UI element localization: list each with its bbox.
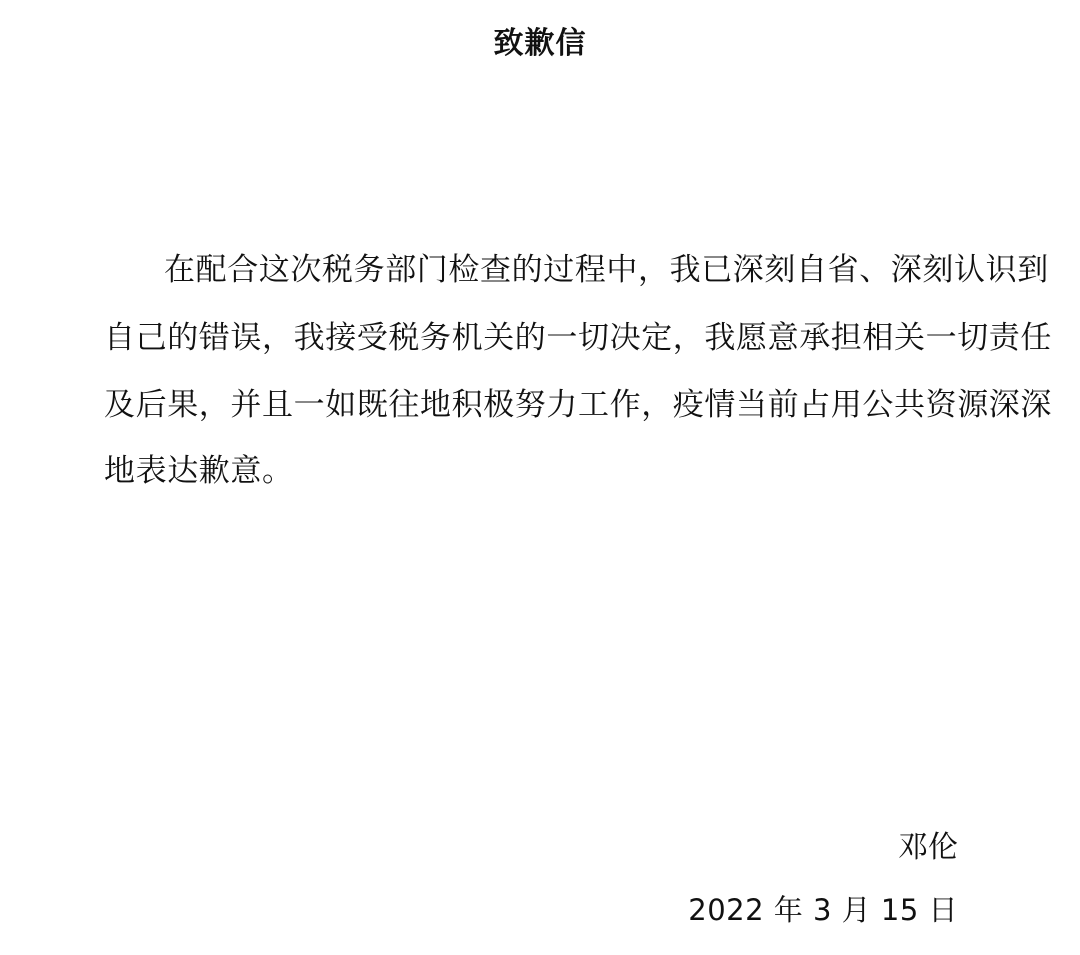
letter-signature: 邓伦	[898, 830, 958, 865]
letter-body-line-3: 及后果，并且一如既往地积极努力工作，疫情当前占用公共资源深深	[104, 387, 1052, 423]
letter-body-line-4: 地表达歉意。	[104, 453, 294, 489]
letter-body-line-1: 在配合这次税务部门检查的过程中，我已深刻自省、深刻认识到	[164, 252, 1049, 288]
letter-date: 2022 年 3 月 15 日	[688, 893, 958, 927]
letter-body-line-2: 自己的错误，我接受税务机关的一切决定，我愿意承担相关一切责任	[104, 320, 1052, 356]
letter-title: 致歉信	[493, 26, 587, 61]
